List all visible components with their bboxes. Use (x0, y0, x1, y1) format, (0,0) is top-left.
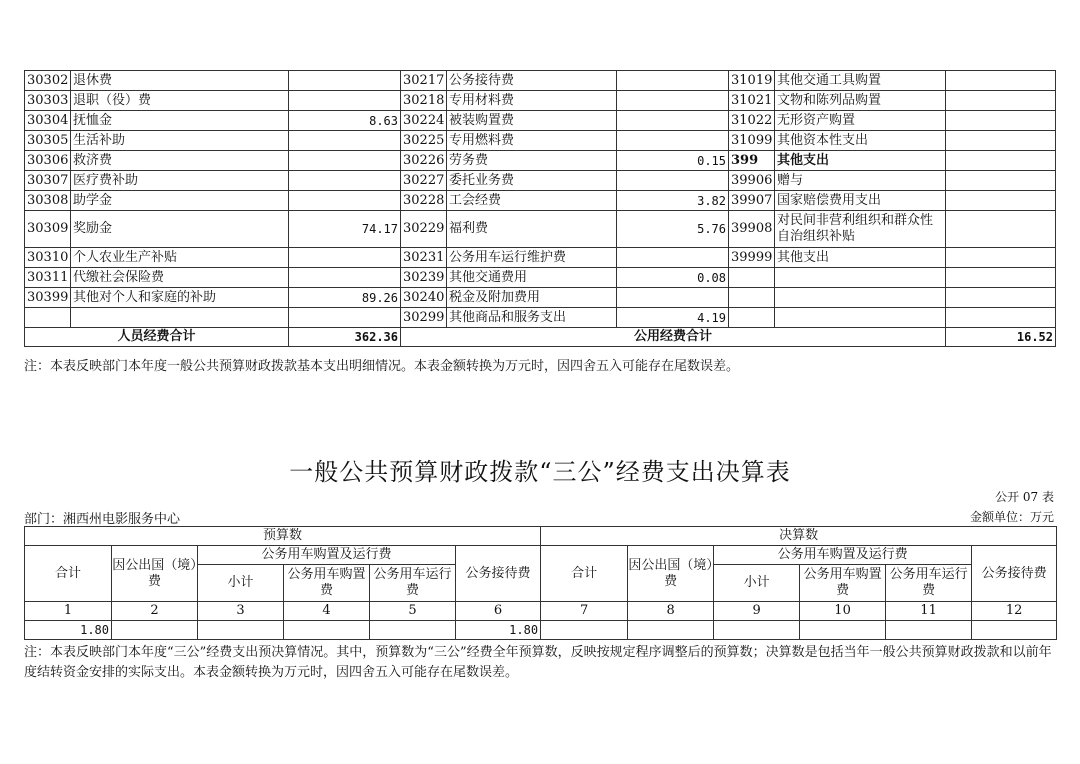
cell-value (946, 308, 1056, 328)
column-index: 5 (370, 602, 456, 621)
column-index: 3 (198, 602, 284, 621)
cell-name: 无形资产购置 (775, 111, 946, 131)
table-row (25, 91, 1056, 111)
cell-code: 30224 (401, 111, 447, 131)
value-cell (284, 621, 370, 640)
public-total-label: 公用经费合计 (401, 328, 946, 347)
final-vehicle-header: 公务用车购置及运行费 (714, 546, 972, 565)
cell-name: 公务接待费 (447, 71, 617, 91)
table-row (25, 248, 1056, 268)
table-row (25, 308, 1056, 328)
page-title: 一般公共预算财政拨款“三公”经费支出决算表 (289, 458, 791, 486)
cell-value (617, 171, 729, 191)
cell-code: 30225 (401, 131, 447, 151)
table-row (25, 288, 1056, 308)
cell-value (289, 248, 401, 268)
cell-code (729, 308, 775, 328)
cell-name (71, 308, 289, 328)
value-cell (198, 621, 284, 640)
cell-name: 退职（役）费 (71, 91, 289, 111)
final-vehicle-operation-header: 公务用车运行费 (886, 565, 972, 602)
cell-code: 39908 (729, 211, 775, 248)
cell-value: 0.15 (617, 151, 729, 171)
cell-name: 对民间非营利组织和群众性自治组织补贴 (775, 211, 946, 248)
budget-subtotal-header: 小计 (198, 565, 284, 602)
cell-name: 代缴社会保险费 (71, 268, 289, 288)
budget-vehicle-header: 公务用车购置及运行费 (198, 546, 456, 565)
value-cell (800, 621, 886, 640)
cell-name (775, 308, 946, 328)
cell-name: 专用燃料费 (447, 131, 617, 151)
cell-value (946, 248, 1056, 268)
cell-name: 抚恤金 (71, 111, 289, 131)
cell-value (617, 71, 729, 91)
cell-code: 39907 (729, 191, 775, 211)
cell-value: 3.82 (617, 191, 729, 211)
cell-code (729, 268, 775, 288)
cell-value (289, 71, 401, 91)
cell-name: 工会经费 (447, 191, 617, 211)
cell-code: 30306 (25, 151, 71, 171)
cell-value (617, 91, 729, 111)
budget-reception-header: 公务接待费 (456, 546, 541, 602)
cell-value (946, 151, 1056, 171)
cell-name: 救济费 (71, 151, 289, 171)
cell-code: 30399 (25, 288, 71, 308)
cell-code: 39999 (729, 248, 775, 268)
cell-code: 30240 (401, 288, 447, 308)
table1-note: 注：本表反映部门本年度一般公共预算财政拨款基本支出明细情况。本表金额转换为万元时，因四舍五入可能存在尾数误差。 (24, 359, 740, 374)
column-index: 11 (886, 602, 972, 621)
budget-vehicle-operation-header: 公务用车运行费 (370, 565, 456, 602)
table-row (25, 111, 1056, 131)
cell-code: 30227 (401, 171, 447, 191)
values-row (25, 621, 1057, 640)
cell-value (617, 248, 729, 268)
cell-value (946, 211, 1056, 248)
cell-value (617, 131, 729, 151)
budget-total-header: 合计 (25, 546, 112, 602)
cell-value (289, 308, 401, 328)
cell-name: 其他资本性支出 (775, 131, 946, 151)
cell-value (946, 288, 1056, 308)
unit-label: 金额单位：万元 (969, 510, 1054, 524)
cell-name: 其他支出 (775, 248, 946, 268)
cell-name: 委托业务费 (447, 171, 617, 191)
cell-value: 74.17 (289, 211, 401, 248)
value-cell (972, 621, 1057, 640)
budget-header: 预算数 (25, 527, 541, 546)
cell-code (729, 288, 775, 308)
budget-vehicle-purchase-header: 公务用车购置费 (284, 565, 370, 602)
cell-code: 31099 (729, 131, 775, 151)
three-public-expenses-table (24, 526, 1057, 640)
final-reception-header: 公务接待费 (972, 546, 1057, 602)
cell-value (946, 171, 1056, 191)
cell-value: 89.26 (289, 288, 401, 308)
cell-name: 其他对个人和家庭的补助 (71, 288, 289, 308)
final-vehicle-purchase-header: 公务用车购置费 (800, 565, 886, 602)
cell-name: 文物和陈列品购置 (775, 91, 946, 111)
cell-name: 退休费 (71, 71, 289, 91)
column-index: 8 (628, 602, 714, 621)
table-row (25, 211, 1056, 248)
value-cell (112, 621, 198, 640)
table-row (25, 191, 1056, 211)
totals-row (25, 328, 1056, 347)
cell-value: 8.63 (289, 111, 401, 131)
cell-name: 税金及附加费用 (447, 288, 617, 308)
cell-code: 30229 (401, 211, 447, 248)
column-index: 1 (25, 602, 112, 621)
cell-code: 30228 (401, 191, 447, 211)
department-label: 部门：湘西州电影服务中心 (24, 512, 181, 527)
cell-value (289, 91, 401, 111)
cell-value: 0.08 (617, 268, 729, 288)
cell-code: 30307 (25, 171, 71, 191)
table-row (25, 171, 1056, 191)
column-index: 12 (972, 602, 1057, 621)
value-cell (628, 621, 714, 640)
cell-code: 30302 (25, 71, 71, 91)
cell-value (289, 171, 401, 191)
cell-value (289, 268, 401, 288)
column-index: 9 (714, 602, 800, 621)
cell-name: 生活补助 (71, 131, 289, 151)
cell-name: 其他商品和服务支出 (447, 308, 617, 328)
cell-code: 30303 (25, 91, 71, 111)
column-index: 4 (284, 602, 370, 621)
cell-code: 30299 (401, 308, 447, 328)
cell-code: 30308 (25, 191, 71, 211)
cell-name: 专用材料费 (447, 91, 617, 111)
cell-name: 医疗费补助 (71, 171, 289, 191)
cell-code (25, 308, 71, 328)
cell-name: 福利费 (447, 211, 617, 248)
column-index: 10 (800, 602, 886, 621)
cell-name: 赠与 (775, 171, 946, 191)
final-total-header: 合计 (541, 546, 628, 602)
column-index-row (25, 602, 1057, 621)
cell-code: 30304 (25, 111, 71, 131)
cell-name: 公务用车运行维护费 (447, 248, 617, 268)
cell-name: 奖励金 (71, 211, 289, 248)
value-cell (370, 621, 456, 640)
value-cell: 1.80 (456, 621, 541, 640)
cell-name: 助学金 (71, 191, 289, 211)
header-row-2 (25, 546, 1057, 565)
cell-name: 被装购置费 (447, 111, 617, 131)
cell-code: 30311 (25, 268, 71, 288)
cell-code: 30305 (25, 131, 71, 151)
cell-code: 30310 (25, 248, 71, 268)
column-index: 2 (112, 602, 198, 621)
cell-name (775, 288, 946, 308)
final-header: 决算数 (541, 527, 1057, 546)
cell-name: 国家赔偿费用支出 (775, 191, 946, 211)
cell-code: 31022 (729, 111, 775, 131)
cell-name: 其他支出 (775, 151, 946, 171)
cell-value: 4.19 (617, 308, 729, 328)
basic-expenditure-table (24, 70, 1056, 347)
cell-name: 其他交通费用 (447, 268, 617, 288)
table-row (25, 268, 1056, 288)
cell-name: 个人农业生产补贴 (71, 248, 289, 268)
cell-code: 30239 (401, 268, 447, 288)
cell-value: 5.76 (617, 211, 729, 248)
cell-code: 31019 (729, 71, 775, 91)
personnel-total-value: 362.36 (289, 328, 401, 347)
column-index: 6 (456, 602, 541, 621)
cell-value (617, 288, 729, 308)
cell-code: 30218 (401, 91, 447, 111)
table-row (25, 71, 1056, 91)
cell-value (289, 151, 401, 171)
cell-value (289, 131, 401, 151)
cell-code: 30226 (401, 151, 447, 171)
cell-value (946, 191, 1056, 211)
value-cell: 1.80 (25, 621, 112, 640)
cell-code: 399 (729, 151, 775, 171)
column-index: 7 (541, 602, 628, 621)
table2-note: 注：本表反映部门本年度“三公”经费支出预决算情况。其中，预算数为“三公”经费全年预算数，反映按规定程序调整后的预算数；决算数是包括当年一般公共预算财政拨款和以前年度结转资金安排的实际支出。本表金额转换为万元时，因四舍五入可能存在尾数误差。 (24, 645, 1052, 680)
value-cell (886, 621, 972, 640)
table-row (25, 151, 1056, 171)
cell-code: 39906 (729, 171, 775, 191)
cell-value (289, 191, 401, 211)
value-cell (714, 621, 800, 640)
cell-value (946, 268, 1056, 288)
cell-value (946, 111, 1056, 131)
cell-value (946, 71, 1056, 91)
cell-value (946, 91, 1056, 111)
personnel-total-label: 人员经费合计 (25, 328, 289, 347)
budget-abroad-header: 因公出国（境）费 (112, 546, 198, 602)
table-code: 公开 07 表 (995, 490, 1054, 504)
public-total-value: 16.52 (946, 328, 1056, 347)
cell-code: 30231 (401, 248, 447, 268)
final-subtotal-header: 小计 (714, 565, 800, 602)
final-abroad-header: 因公出国（境）费 (628, 546, 714, 602)
cell-code: 30217 (401, 71, 447, 91)
cell-name: 其他交通工具购置 (775, 71, 946, 91)
cell-code: 31021 (729, 91, 775, 111)
cell-name (775, 268, 946, 288)
cell-value (946, 131, 1056, 151)
cell-code: 30309 (25, 211, 71, 248)
header-row-1 (25, 527, 1057, 546)
cell-name: 劳务费 (447, 151, 617, 171)
value-cell (541, 621, 628, 640)
cell-value (617, 111, 729, 131)
table-row (25, 131, 1056, 151)
